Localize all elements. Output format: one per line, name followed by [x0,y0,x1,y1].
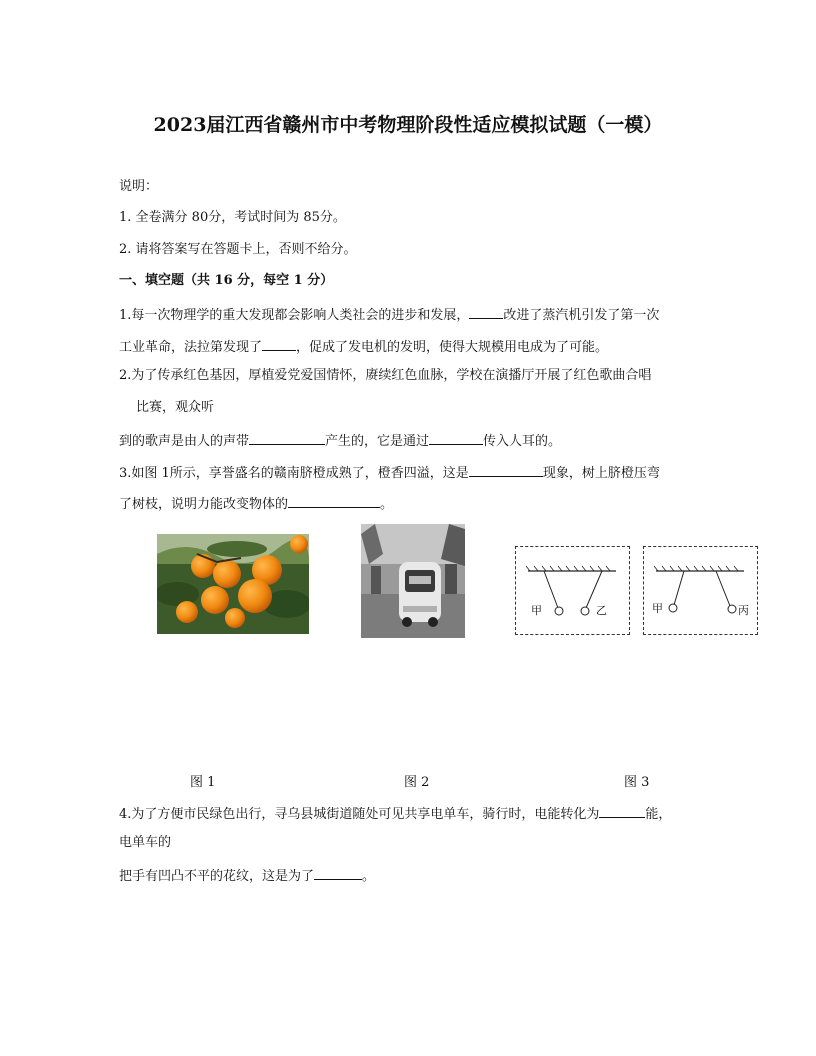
ball-label-jia: 甲 [652,602,663,615]
figure-3-diagram-left [515,546,630,635]
answer-blank [249,432,325,445]
figure-2-street-vehicle-photo [361,524,465,638]
question-2-line-2: 比赛，观众听 [136,400,215,415]
question-4-line-1 [119,805,671,821]
answer-blank [314,867,362,880]
question-1-text-c: 工业革命，法拉第发现了 [119,340,263,355]
figure-3-caption: 图 3 [624,775,650,790]
answer-blank [429,432,483,445]
question-3-text-a: 3.如图 1所示，享誉盛名的赣南脐橙成熟了，橙香四溢，这是 [119,466,469,481]
question-3-line-2 [119,495,393,511]
question-4-text-b: 能， [645,807,672,822]
question-4-text-e: 。 [362,869,376,884]
question-1-text-d: ，促成了发电机的发明，使得大规模用电成为了可能。 [296,340,609,355]
question-1-line-1 [119,306,659,322]
instruction-item-2: 2. 请将答案写在答题卡上，否则不给分。 [119,242,357,257]
question-1-text-a: 1.每一次物理学的重大发现都会影响人类社会的进步和发展， [119,308,470,323]
figure-1-caption: 图 1 [190,775,216,790]
question-2-text-d: 产生的，它是通过 [325,434,430,449]
section-heading-fill-in: 一、填空题（共 16 分，每空 1 分） [119,273,334,288]
hanging-balls-sketch [644,547,757,634]
question-2-text-c: 到的歌声是由人的声带 [119,434,250,449]
question-4-text-d: 把手有凹凸不平的花纹，这是为了 [119,869,315,884]
page-title: 2023届江西省赣州市中考物理阶段性适应模拟试题（一模） [153,114,663,136]
answer-blank [262,338,296,351]
answer-blank [469,306,503,319]
question-1-text-b: 改进了蒸汽机引发了第一次 [503,308,660,323]
figure-2-caption: 图 2 [404,775,430,790]
question-2-line-1: 2.为了传承红色基因，厚植爱党爱国情怀，赓续红色血脉，学校在演播厅开展了红色歌曲合唱 [119,368,652,383]
question-3-line-1 [119,464,660,480]
instructions-label: 说明： [119,179,159,194]
question-4-text-a: 4.为了方便市民绿色出行，寻乌县城街道随处可见共享电单车，骑行时，电能转化为 [119,807,600,822]
hanging-balls-sketch [516,547,629,634]
answer-blank [469,464,543,477]
question-3-text-c: 了树枝，说明力能改变物体的 [119,497,289,512]
answer-blank [288,495,380,508]
ball-label-yi: 乙 [596,604,607,617]
question-2-text-e: 传入人耳的。 [483,434,562,449]
ball-label-bing: 丙 [738,604,749,617]
figure-3-diagram-right [643,546,758,635]
ball-label-jia: 甲 [531,604,542,617]
answer-blank [599,805,645,818]
question-2-line-3 [119,432,561,448]
figure-1-navel-oranges-photo [157,534,309,634]
question-3-text-b: 现象，树上脐橙压弯 [542,466,660,481]
question-1-line-2 [119,338,608,354]
question-3-text-d: 。 [380,497,394,512]
question-4-line-2: 电单车的 [119,835,172,850]
question-4-line-3 [119,867,375,883]
instruction-item-1: 1. 全卷满分 80分，考试时间为 85分。 [119,210,346,225]
